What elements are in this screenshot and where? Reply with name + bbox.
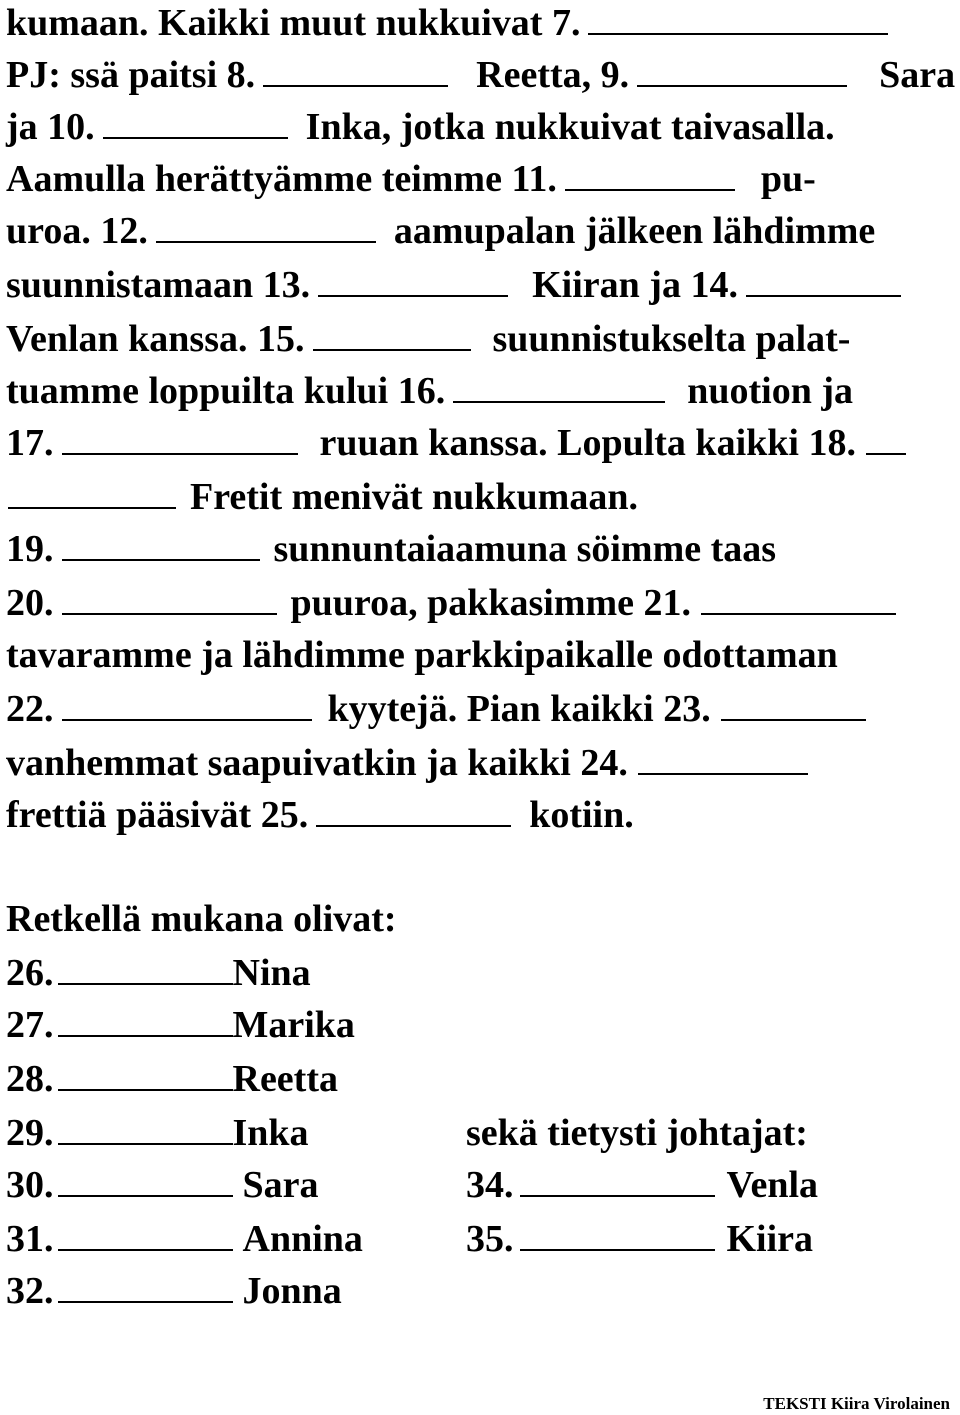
leaders-heading: sekä tietysti johtajat: [466, 1112, 808, 1154]
participant-row-28: 28. Reetta [6, 1058, 338, 1100]
story-line-4: Aamulla herättyämme teimme 11. pu- [6, 158, 816, 200]
participant-row-30: 30. Sara [6, 1164, 319, 1206]
story-line-2: PJ: ssä paitsi 8. Reetta, 9. Sara [6, 54, 956, 96]
story-line-16: frettiä pääsivät 25. kotiin. [6, 794, 634, 836]
leader-row-34: 34. Venla [466, 1164, 819, 1206]
story-line-7: Venlan kanssa. 15. suunnistukselta palat- [6, 318, 851, 360]
story-line-9: 17. ruuan kanssa. Lopulta kaikki 18. [6, 420, 910, 466]
story-line-10: Fretit menivät nukkumaan. [6, 474, 638, 520]
participant-row-31: 31. Annina [6, 1218, 363, 1260]
story-line-12: 20. puuroa, pakkasimme 21. [6, 580, 900, 626]
story-line-13: tavaramme ja lähdimme parkkipaikalle odottaman [6, 634, 838, 676]
author-credit: TEKSTI Kiira Virolainen [763, 1394, 950, 1413]
participant-row-29: 29. Inka [6, 1112, 309, 1154]
story-line-8: tuamme loppuilta kului 16. nuotion ja [6, 370, 853, 412]
story-line-3: ja 10. Inka, jotka nukkuivat taivasalla. [6, 106, 835, 148]
participant-row-32: 32. Jonna [6, 1270, 342, 1312]
story-line-14: 22. kyytejä. Pian kaikki 23. [6, 686, 870, 732]
story-line-5: uroa. 12. aamupalan jälkeen lähdimme [6, 210, 876, 252]
participant-row-26: 26. Nina [6, 952, 311, 994]
participants-heading: Retkellä mukana olivat: [6, 898, 397, 940]
participant-row-27: 27. Marika [6, 1004, 355, 1046]
story-line-1: kumaan. Kaikki muut nukkuivat 7. [6, 0, 892, 46]
story-line-6: suunnistamaan 13. Kiiran ja 14. [6, 262, 905, 308]
story-line-11: 19. sunnuntaiaamuna söimme taas [6, 528, 777, 570]
leader-row-35: 35. Kiira [466, 1218, 814, 1260]
story-line-15: vanhemmat saapuivatkin ja kaikki 24. [6, 740, 812, 786]
